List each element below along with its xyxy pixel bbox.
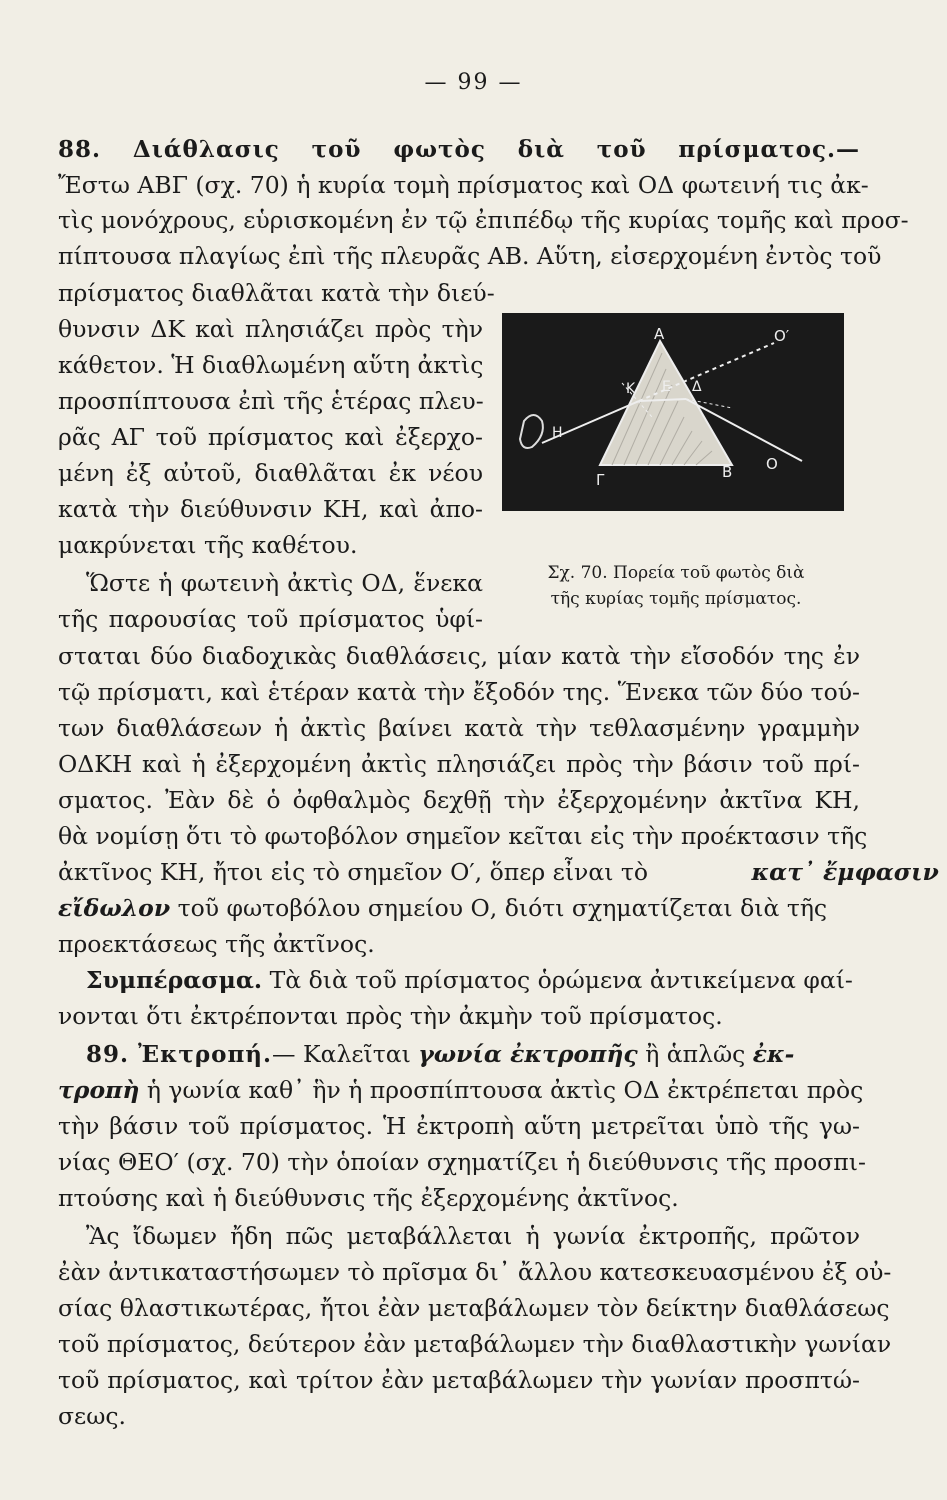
prism-figure bbox=[502, 313, 844, 511]
text-line bbox=[58, 855, 939, 889]
conclusion-label: Συμπέρασμα. bbox=[86, 966, 263, 994]
text-line: πρίσματος διαθλᾶται κατὰ τὴν διεύ- bbox=[58, 279, 495, 307]
text-line: μένη ἐξ αὐτοῦ, διαθλᾶται ἐκ νέου bbox=[58, 459, 483, 487]
label-A: Α bbox=[654, 325, 665, 343]
text-line: τὶς μονόχρους, εὑρισκομένη ἐν τῷ ἐπιπέδῳ τῆς κυρίας τομῆς καὶ προσ- bbox=[58, 206, 909, 234]
label-G: Γ bbox=[596, 471, 605, 489]
text-line: προσπίπτουσα ἐπὶ τῆς ἑτέρας πλευ- bbox=[58, 387, 484, 415]
text-line: τῷ πρίσματι, καὶ ἑτέραν κατὰ τὴν ἔξοδόν της. Ἕνεκα τῶν δύο τού- bbox=[58, 678, 860, 706]
figure-caption bbox=[486, 560, 866, 612]
text-line: Ἔστω ΑΒΓ (σχ. 70) ἡ κυρία τομὴ πρίσματος καὶ ΟΔ φωτεινή τις ἀκ- bbox=[58, 171, 869, 199]
text-line bbox=[86, 1037, 886, 1072]
text-line: των διαθλάσεων ἡ ἀκτὶς βαίνει κατὰ τὴν τεθλασμένην γραμμὴν bbox=[58, 714, 860, 742]
label-O: Ο bbox=[766, 455, 778, 473]
label-O-prime: Ο′ bbox=[774, 327, 790, 345]
text-line: πίπτουσα πλαγίως ἐπὶ τῆς πλευρᾶς ΑΒ. Αὕτη, εἰσερχομένη ἐντὸς τοῦ bbox=[58, 242, 882, 270]
emphasis-term: εἴδωλον bbox=[58, 894, 171, 922]
text-line: τοῦ πρίσματος, δεύτερον ἐὰν μεταβάλωμεν τὴν διαθλαστικὴν γωνίαν bbox=[58, 1330, 892, 1358]
label-H: Η bbox=[552, 425, 563, 441]
text-line bbox=[58, 891, 858, 925]
page-number: — 99 — bbox=[424, 70, 523, 95]
text-line bbox=[58, 1073, 864, 1107]
figure-caption-line: Σχ. 70. Πορεία τοῦ φωτὸς διὰ bbox=[547, 563, 805, 583]
text-line: θυνσιν ΔΚ καὶ πλησιάζει πρὸς τὴν bbox=[58, 315, 483, 343]
emphasis-term: γωνία ἐκτροπῆς bbox=[418, 1040, 638, 1068]
prism-diagram bbox=[502, 313, 844, 511]
text-span: — Καλεῖται bbox=[272, 1040, 419, 1068]
text-span: ἡ γωνία καθ᾽ ἣν ἡ προσπίπτουσα ἀκτὶς ΟΔ ἐκτρέπεται πρὸς bbox=[139, 1076, 864, 1104]
text-line: σίας θλαστικωτέρας, ἤτοι ἐὰν μεταβάλωμεν τὸν δείκτην διαθλάσεως bbox=[58, 1294, 890, 1322]
label-D: Δ bbox=[692, 379, 702, 395]
text-line: Ἂς ἴδωμεν ἤδη πῶς μεταβάλλεται ἡ γωνία ἐκτροπῆς, πρῶτον bbox=[86, 1222, 860, 1250]
label-E: Ε bbox=[662, 379, 671, 395]
text-line: ΟΔΚΗ καὶ ἡ ἐξερχομένη ἀκτὶς πλησιάζει πρὸς τὴν βάσιν τοῦ πρί- bbox=[58, 750, 860, 778]
text-span: Τὰ διὰ τοῦ πρίσματος ὁρώμενα ἀντικείμενα φαί- bbox=[262, 966, 853, 994]
text-line: νίας ΘΕΟ′ (σχ. 70) τὴν ὁποίαν σχηματίζει ἡ διεύθυνσις τῆς προσπι- bbox=[58, 1148, 866, 1176]
text-span: ἢ ἁπλῶς bbox=[637, 1040, 753, 1068]
label-K: Κ bbox=[626, 381, 636, 397]
text-line: ρᾶς ΑΓ τοῦ πρίσματος καὶ ἐξερχο- bbox=[58, 423, 483, 451]
text-line: μακρύνεται τῆς καθέτου. bbox=[58, 531, 358, 559]
text-line bbox=[86, 963, 886, 997]
text-line: σταται δύο διαδοχικὰς διαθλάσεις, μίαν κατὰ τὴν εἴσοδόν της ἐν bbox=[58, 642, 860, 670]
emphasis-term: τροπὴ bbox=[58, 1076, 140, 1104]
figure-caption-line: τῆς κυρίας τομῆς πρίσματος. bbox=[550, 589, 802, 609]
text-line: Ὥστε ἡ φωτεινὴ ἀκτὶς ΟΔ, ἕνεκα bbox=[86, 569, 483, 597]
text-line: θὰ νομίσῃ ὅτι τὸ φωτοβόλον σημεῖον κεῖται εἰς τὴν προέκτασιν τῆς bbox=[58, 822, 868, 850]
emphasis-term: κατ᾽ ἔμφασιν bbox=[751, 858, 939, 886]
text-line: προεκτάσεως τῆς ἀκτῖνος. bbox=[58, 930, 375, 958]
text-line: σματος. Ἐὰν δὲ ὁ ὀφθαλμὸς δεχθῇ τὴν ἐξερχομένην ἀκτῖνα ΚΗ, bbox=[58, 786, 860, 814]
emphasis-term: ἐκ- bbox=[752, 1040, 795, 1068]
text-line: τοῦ πρίσματος, καὶ τρίτον ἐὰν μεταβάλωμεν τὴν γωνίαν προσπτώ- bbox=[58, 1366, 860, 1394]
text-line: σεως. bbox=[58, 1402, 127, 1430]
text-line: κατὰ τὴν διεύθυνσιν ΚΗ, καὶ ἀπο- bbox=[58, 495, 483, 523]
text-line: πτούσης καὶ ἡ διεύθυνσις τῆς ἐξερχομένης ἀκτῖνος. bbox=[58, 1184, 679, 1212]
section-89-heading: 89. Ἐκτροπή. bbox=[86, 1041, 273, 1068]
text-line: κάθετον. Ἡ διαθλωμένη αὕτη ἀκτὶς bbox=[58, 351, 484, 379]
text-span: ἀκτῖνος ΚΗ, ἤτοι εἰς τὸ σημεῖον Ο′, ὅπερ εἶναι τὸ bbox=[58, 858, 656, 886]
text-span: τοῦ φωτοβόλου σημείου Ο, διότι σχηματίζεται διὰ τῆς bbox=[170, 894, 828, 922]
text-line: τῆς παρουσίας τοῦ πρίσματος ὑφί- bbox=[58, 605, 483, 633]
text-line: νονται ὅτι ἐκτρέπονται πρὸς τὴν ἀκμὴν τοῦ πρίσματος. bbox=[58, 1002, 723, 1030]
text-line: τὴν βάσιν τοῦ πρίσματος. Ἡ ἐκτροπὴ αὕτη μετρεῖται ὑπὸ τῆς γω- bbox=[58, 1112, 860, 1140]
section-88-heading: 88. Διάθλασις τοῦ φωτὸς διὰ τοῦ πρίσματος.— bbox=[58, 136, 860, 163]
text-line: ἐὰν ἀντικαταστήσωμεν τὸ πρῖσμα δι᾽ ἄλλου κατεσκευασμένου ἐξ οὐ- bbox=[58, 1258, 892, 1286]
label-B: Β bbox=[722, 463, 733, 481]
